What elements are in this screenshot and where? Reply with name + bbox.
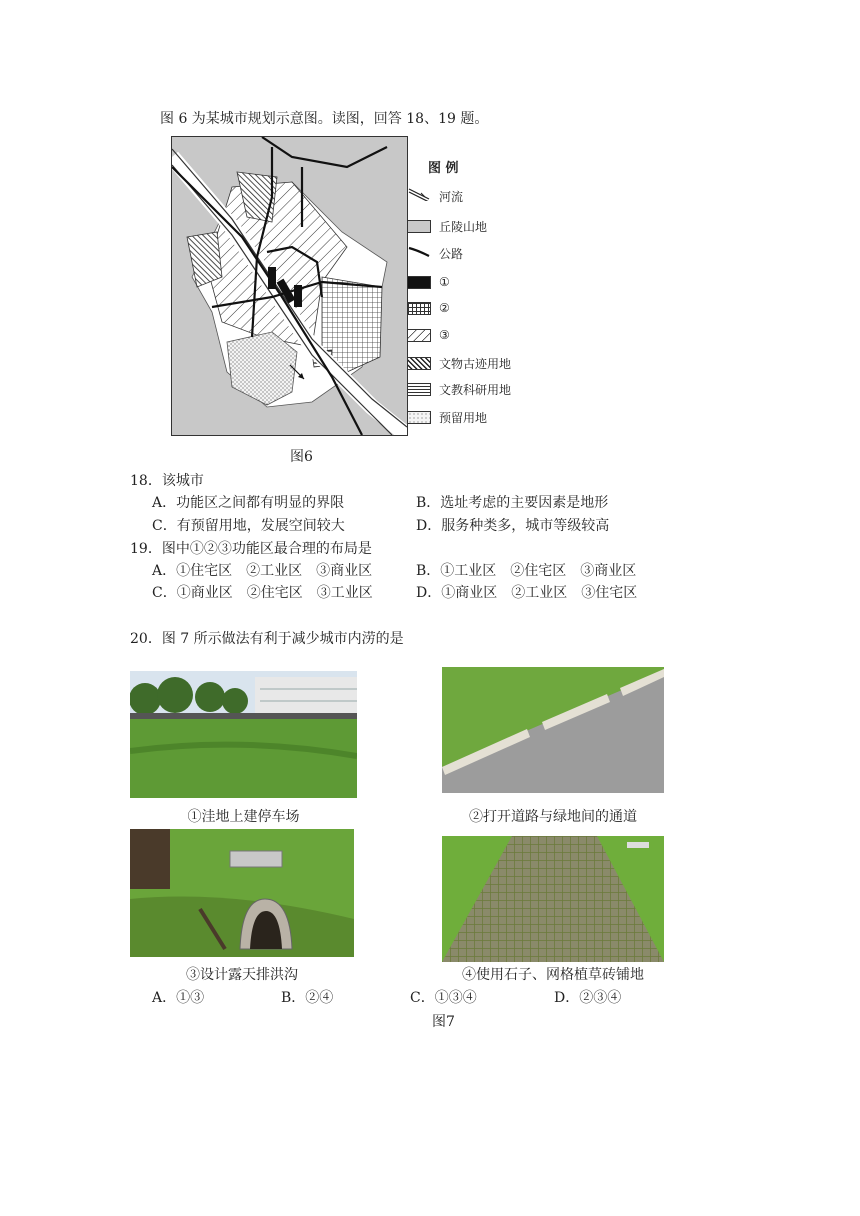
figure7-caption: 图7 (432, 1014, 455, 1030)
legend-item-reserved: 预留用地 (407, 408, 487, 426)
q19-option-c: C．①商业区 ②住宅区 ③工业区 (152, 585, 373, 601)
figure6-caption: 图6 (290, 449, 313, 465)
education-swatch (407, 383, 431, 396)
q19-option-d: D．①商业区 ②工业区 ③住宅区 (416, 585, 638, 601)
photo-grass-grid-paving (442, 836, 664, 962)
photo-drainage-ditch (130, 829, 354, 957)
legend-title: 图 例 (428, 161, 459, 176)
legend-item-zone1: ① (407, 273, 450, 291)
legend-item-zone2: ② (407, 299, 450, 317)
q19-option-a: A．①住宅区 ②工业区 ③商业区 (152, 563, 373, 579)
river-icon (407, 187, 431, 205)
hill-swatch (407, 220, 431, 233)
zone1-swatch (407, 276, 431, 289)
q20-option-d: D．②③④ (554, 990, 622, 1006)
legend-item-river: 河流 (407, 187, 463, 205)
q18-option-b: B．选址考虑的主要因素是地形 (416, 495, 609, 511)
q20-option-b: B．②④ (281, 990, 334, 1006)
legend-item-zone3: ③ (407, 326, 450, 344)
reserved-swatch (407, 411, 431, 424)
q18-option-a: A．功能区之间都有明显的界限 (152, 495, 345, 511)
zone2-swatch (407, 302, 431, 315)
photo4-caption: ④使用石子、网格植草砖铺地 (462, 967, 644, 983)
q20-stem: 20．图 7 所示做法有利于减少城市内涝的是 (130, 631, 404, 647)
photo1-caption: ①洼地上建停车场 (187, 809, 300, 825)
legend-item-heritage: 文物古迹用地 (407, 354, 511, 372)
legend-item-road: 公路 (407, 244, 463, 262)
q18-stem: 18．该城市 (130, 473, 204, 489)
photo-lowland-parking (130, 671, 357, 798)
q18-option-d: D．服务种类多，城市等级较高 (416, 518, 610, 534)
q19-option-b: B．①工业区 ②住宅区 ③商业区 (416, 563, 637, 579)
photo-curb-opening (442, 667, 664, 793)
legend-item-education: 文教科研用地 (407, 380, 511, 398)
q20-option-a: A．①③ (152, 990, 205, 1006)
photo3-caption: ③设计露天排洪沟 (186, 967, 298, 983)
q19-stem: 19．图中①②③功能区最合理的布局是 (130, 541, 372, 557)
q18-option-c: C．有预留用地，发展空间较大 (152, 518, 345, 534)
road-icon (407, 244, 431, 262)
photo2-caption: ②打开道路与绿地间的通道 (469, 809, 637, 825)
heritage-swatch (407, 357, 431, 370)
intro-text: 图 6 为某城市规划示意图。读图，回答 18、19 题。 (160, 111, 489, 127)
zone3-swatch (407, 329, 431, 342)
legend-item-hill: 丘陵山地 (407, 217, 487, 235)
q20-option-c: C．①③④ (410, 990, 477, 1006)
city-planning-map (171, 136, 408, 436)
